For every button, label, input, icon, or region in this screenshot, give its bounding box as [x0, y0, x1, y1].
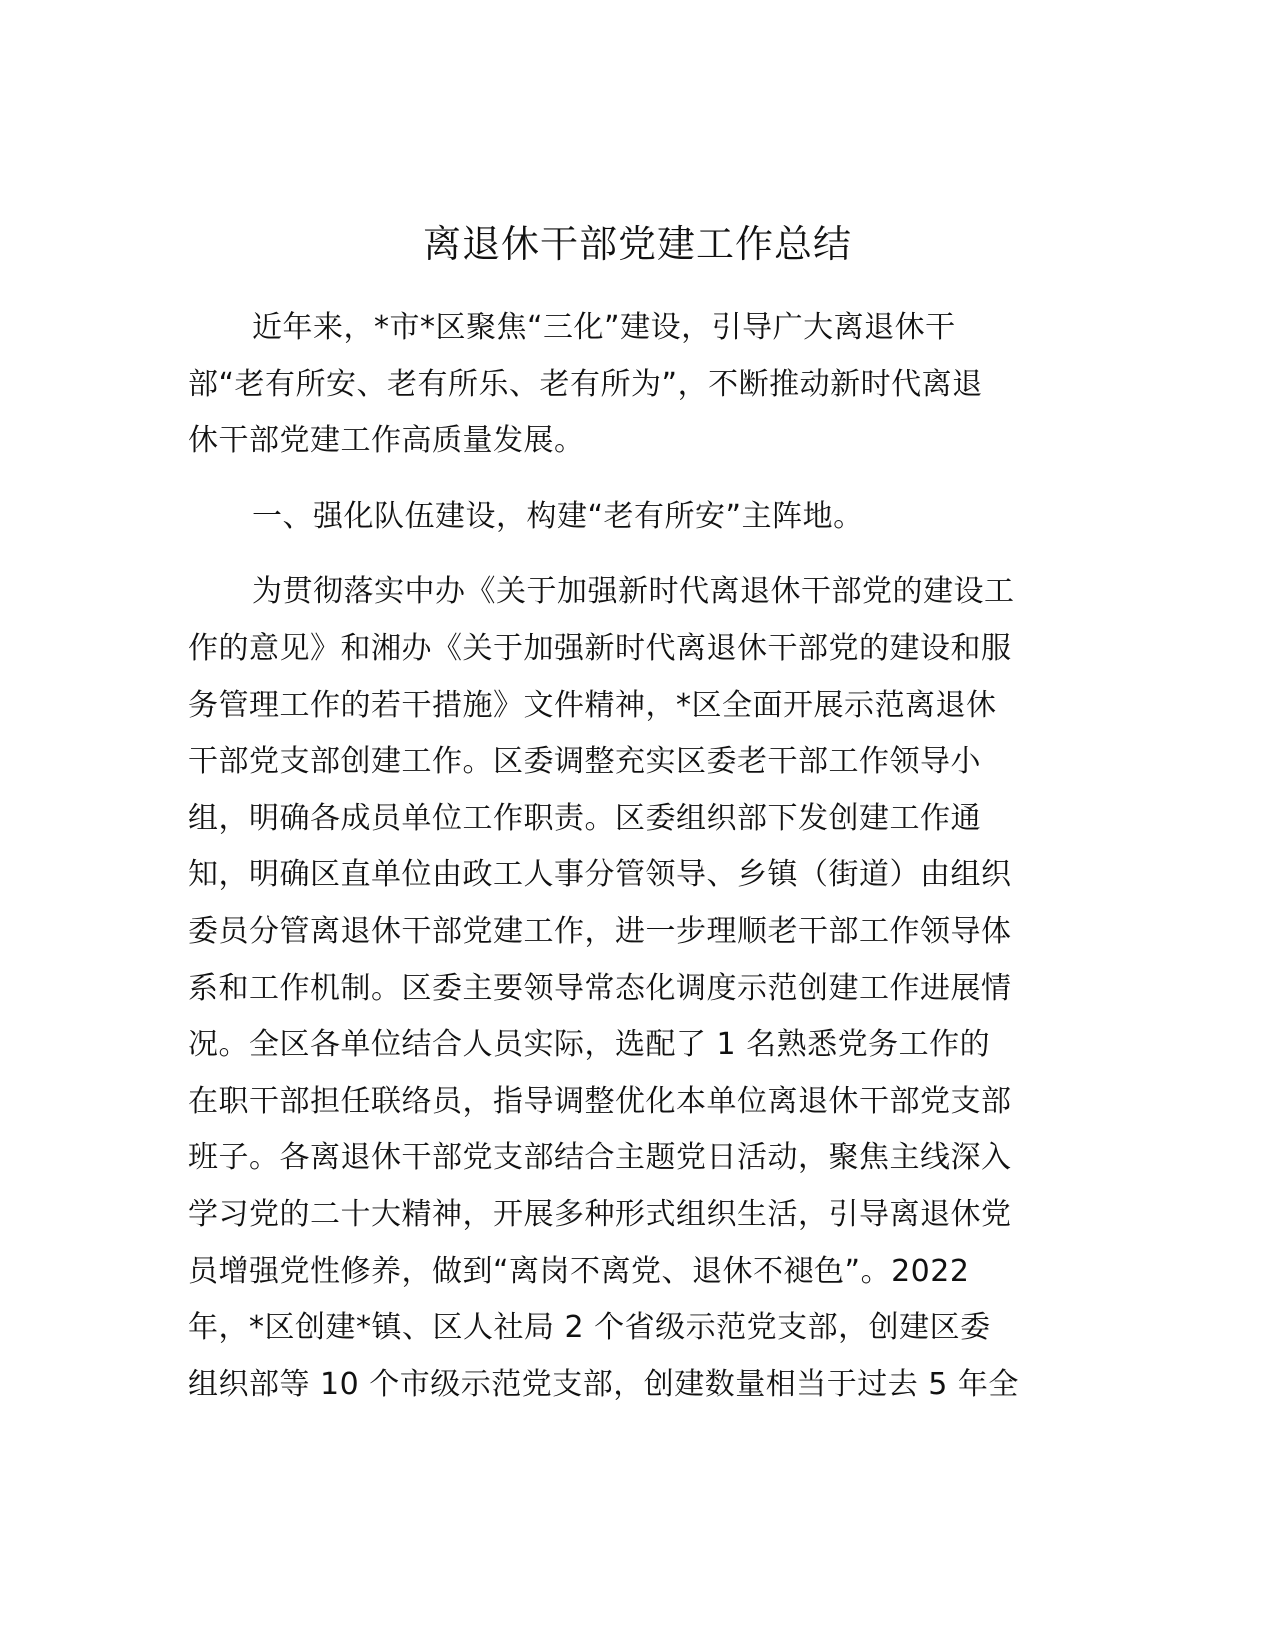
body-paragraph — [188, 564, 1088, 1413]
intro-line: 部“老有所安、老有所乐、老有所为”，不断推动新时代离退 — [188, 366, 983, 402]
paragraph-line: 班子。各离退休干部党支部结合主题党日活动，聚焦主线深入 — [188, 1140, 1012, 1176]
paragraph-line: 组织部等 10 个市级示范党支部，创建数量相当于过去 5 年全 — [188, 1366, 1019, 1402]
intro-line: 近年来，*市*区聚焦“三化”建设，引导广大离退休干 — [252, 310, 956, 345]
paragraph-line: 员增强党性修养，做到“离岗不离党、退休不褪色”。2022 — [188, 1253, 970, 1289]
section-heading-text: 一、强化队伍建设，构建“老有所安”主阵地。 — [252, 498, 864, 534]
intro-line: 休干部党建工作高质量发展。 — [188, 423, 585, 459]
paragraph-line: 年，*区创建*镇、区人社局 2 个省级示范党支部，创建区委 — [188, 1310, 991, 1346]
paragraph-line: 干部党支部创建工作。区委调整充实区委老干部工作领导小 — [188, 744, 981, 780]
section-heading — [188, 489, 1088, 546]
paragraph-line: 学习党的二十大精神，开展多种形式组织生活，引导离退休党 — [188, 1196, 1012, 1232]
paragraph-line: 作的意见》和湘办《关于加强新时代离退休干部党的建设和服 — [188, 630, 1012, 666]
paragraph-line: 系和工作机制。区委主要领导常态化调度示范创建工作进展情 — [188, 970, 1012, 1006]
paragraph-line: 委员分管离退休干部党建工作，进一步理顺老干部工作领导体 — [188, 913, 1012, 949]
paragraph-line: 组，明确各成员单位工作职责。区委组织部下发创建工作通 — [188, 800, 981, 836]
document-title: 离退休干部党建工作总结 — [422, 222, 852, 266]
intro-paragraph — [188, 300, 1088, 470]
paragraph-line: 为贯彻落实中办《关于加强新时代离退休干部党的建设工 — [252, 574, 1015, 610]
paragraph-line: 务管理工作的若干措施》文件精神，*区全面开展示范离退休 — [188, 687, 997, 723]
paragraph-line: 在职干部担任联络员，指导调整优化本单位离退休干部党支部 — [188, 1083, 1012, 1119]
paragraph-line: 知，明确区直单位由政工人事分管领导、乡镇（街道）由组织 — [188, 857, 1012, 893]
document-body — [188, 300, 1088, 1413]
paragraph-line: 况。全区各单位结合人员实际，选配了 1 名熟悉党务工作的 — [188, 1027, 991, 1063]
